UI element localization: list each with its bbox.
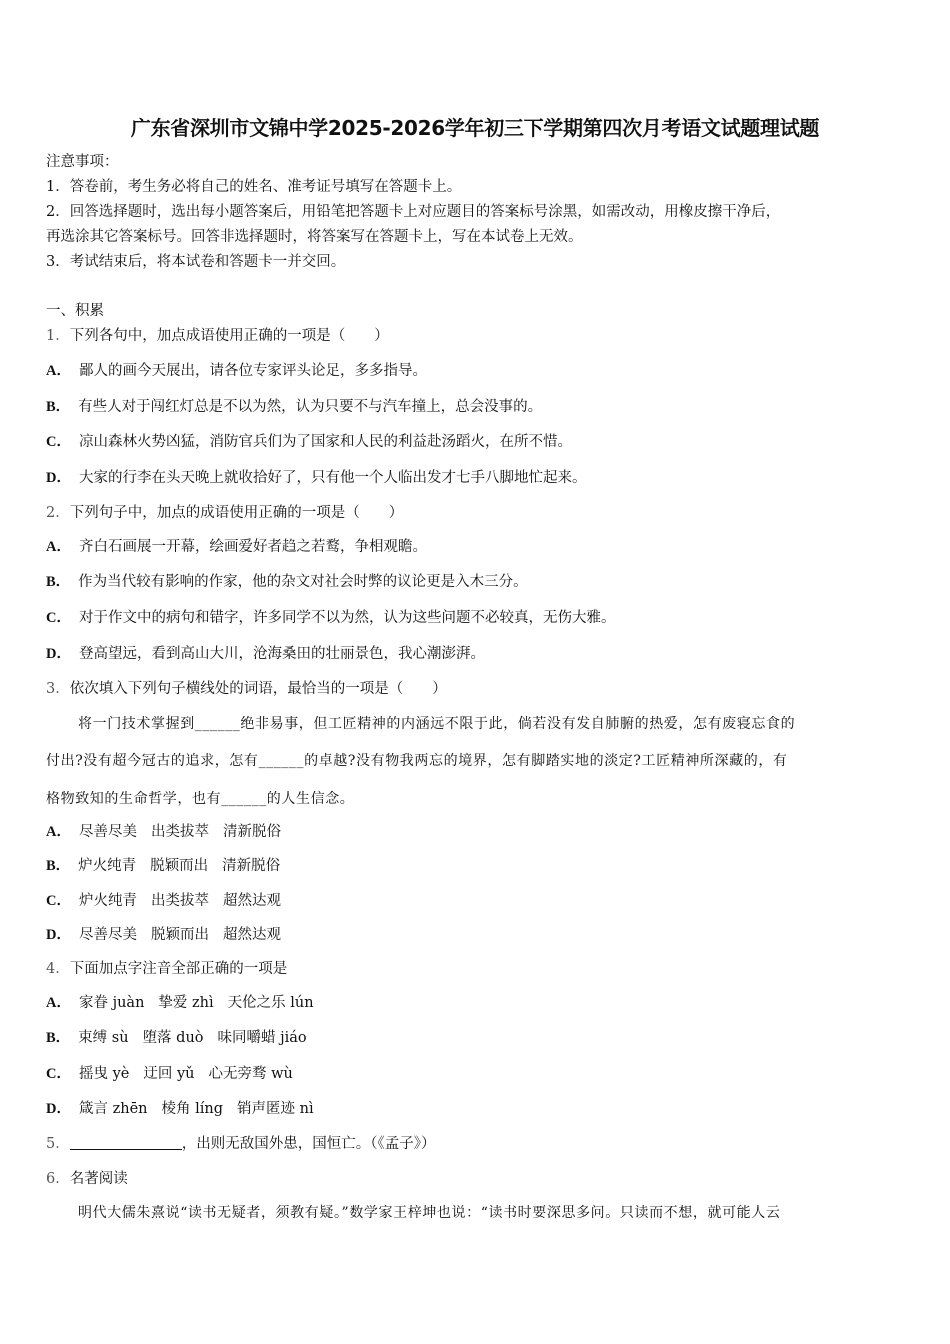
option-a xyxy=(46,822,906,842)
option-a xyxy=(46,361,906,381)
question-number: 2． xyxy=(46,505,70,521)
option-text: 齐白石画展一开幕，绘画爱好者趋之若鹜，争相观瞻。 xyxy=(78,539,427,555)
option-text: 登高望远，看到高山大川，沧海桑田的壮丽景色，我心潮澎湃。 xyxy=(78,646,485,662)
option-text: 凉山森林火势凶猛，消防官兵们为了国家和人民的利益赴汤蹈火，在所不惜。 xyxy=(78,434,572,450)
option-word: 束缚 sù xyxy=(78,1030,129,1046)
question-1 xyxy=(46,326,906,346)
question-2 xyxy=(46,503,906,523)
option-b xyxy=(46,397,906,417)
option-text: 大家的行李在头天晚上就收拾好了，只有他一个人临出发才七手八脚地忙起来。 xyxy=(78,470,587,486)
question-number: 1． xyxy=(46,328,70,344)
option-word: 堕落 duò xyxy=(142,1030,204,1046)
option-word: 清新脱俗 xyxy=(222,858,281,874)
option-word: 挚爱 zhì xyxy=(158,995,214,1011)
notice-item: 2．回答选择题时，选出每小题答案后，用铅笔把答题卡上对应题目的答案标号涂黑，如需改动，用橡皮擦干净后， xyxy=(46,204,781,220)
option-letter: C． xyxy=(46,610,71,626)
option-letter: A． xyxy=(46,539,71,555)
option-c xyxy=(46,891,906,911)
question-number: 5． xyxy=(46,1136,70,1152)
option-word: 棱角 líng xyxy=(161,1101,224,1117)
question-stem: 名著阅读 xyxy=(69,1171,128,1187)
option-word: 超然达观 xyxy=(222,893,281,909)
question-number: 6． xyxy=(46,1171,70,1187)
option-text: 有些人对于闯红灯总是不以为然，认为只要不与汽车撞上，总会没事的。 xyxy=(78,399,543,415)
option-letter: A． xyxy=(46,363,71,379)
question-text: ，出则无敌国外患，国恒亡。（《孟子》） xyxy=(181,1136,436,1152)
question-number: 3． xyxy=(46,681,70,697)
question-3 xyxy=(46,679,906,699)
passage-line: 将一门技术掌握到______绝非易事，但工匠精神的内涵远不限于此，倘若没有发自肺腑的热爱，怎有废寝忘食的 xyxy=(78,716,796,732)
option-b xyxy=(46,1028,906,1048)
option-text: 对于作文中的病句和错字，许多同学不以为然，认为这些问题不必较真，无伤大雅。 xyxy=(78,610,616,626)
question-4 xyxy=(46,959,906,979)
notice-heading: 注意事项： xyxy=(46,154,119,170)
option-letter: C． xyxy=(46,1066,71,1082)
option-letter: A． xyxy=(46,824,71,840)
page-title: 广东省深圳市文锦中学2025-2026学年初三下学期第四次月考语文试题理试题 xyxy=(130,116,820,140)
notice-item: 3．考试结束后，将本试卷和答题卡一并交回。 xyxy=(46,254,346,270)
question-stem: 依次填入下列句子横线处的词语，最恰当的一项是（ ） xyxy=(69,681,447,697)
option-word: 心无旁骛 wù xyxy=(208,1066,293,1082)
option-b xyxy=(46,572,906,592)
option-word: 脱颖而出 xyxy=(150,927,209,943)
question-6 xyxy=(46,1169,906,1189)
option-word: 出类拔萃 xyxy=(150,893,209,909)
option-word: 尽善尽美 xyxy=(78,927,137,943)
option-a xyxy=(46,993,906,1013)
option-d xyxy=(46,925,906,945)
option-word: 家眷 juàn xyxy=(78,995,145,1011)
question-5 xyxy=(46,1134,906,1154)
option-letter: D． xyxy=(46,1101,71,1117)
question-stem: 下面加点字注音全部正确的一项是 xyxy=(69,961,288,977)
option-b xyxy=(46,856,906,876)
option-text: 作为当代较有影响的作家，他的杂文对社会时弊的议论更是入木三分。 xyxy=(78,574,528,590)
option-letter: B． xyxy=(46,1030,71,1046)
option-c xyxy=(46,608,906,628)
option-c xyxy=(46,1064,906,1084)
option-word: 炉火纯青 xyxy=(78,858,137,874)
option-word: 出类拔萃 xyxy=(150,824,209,840)
option-letter: D． xyxy=(46,470,71,486)
option-letter: B． xyxy=(46,399,71,415)
notice-item: 1．答卷前，考生务必将自己的姓名、准考证号填写在答题卡上。 xyxy=(46,179,462,195)
option-word: 箴言 zhēn xyxy=(78,1101,148,1117)
option-word: 天伦之乐 lún xyxy=(227,995,314,1011)
option-a xyxy=(46,537,906,557)
option-word: 清新脱俗 xyxy=(222,824,281,840)
option-word: 味同嚼蜡 jiáo xyxy=(217,1030,307,1046)
question-stem: 下列句子中，加点的成语使用正确的一项是（ ） xyxy=(69,505,404,521)
notice-item: 再选涂其它答案标号。回答非选择题时，将答案写在答题卡上，写在本试卷上无效。 xyxy=(46,229,583,245)
option-word: 脱颖而出 xyxy=(150,858,209,874)
option-letter: C． xyxy=(46,434,71,450)
passage-line: 付出?没有超今冠古的追求，怎有______的卓越?没有物我两忘的境界，怎有脚踏实地的淡定?工匠精神所深藏的，有 xyxy=(46,753,788,769)
option-word: 销声匿迹 nì xyxy=(237,1101,314,1117)
option-word: 摇曳 yè xyxy=(78,1066,130,1082)
section-heading: 一、积累 xyxy=(46,303,104,319)
answer-blank xyxy=(70,1134,182,1150)
passage-line: 格物致知的生命哲学，也有______的人生信念。 xyxy=(46,791,355,807)
question-number: 4． xyxy=(46,961,70,977)
option-letter: D． xyxy=(46,927,71,943)
option-d xyxy=(46,1099,906,1119)
option-letter: C． xyxy=(46,893,71,909)
option-text: 鄙人的画今天展出，请各位专家评头论足，多多指导。 xyxy=(78,363,427,379)
question-stem: 下列各句中，加点成语使用正确的一项是（ ） xyxy=(69,328,389,344)
option-d xyxy=(46,468,906,488)
passage-line: 明代大儒朱熹说“读书无疑者，须教有疑。”数学家王梓坤也说：“读书时要深思多问。只读而不想，就可能人云 xyxy=(78,1205,781,1221)
option-d xyxy=(46,644,906,664)
option-letter: B． xyxy=(46,574,71,590)
option-word: 迂回 yǔ xyxy=(143,1066,195,1082)
option-c xyxy=(46,432,906,452)
option-letter: B． xyxy=(46,858,71,874)
option-word: 尽善尽美 xyxy=(78,824,137,840)
option-letter: D． xyxy=(46,646,71,662)
option-letter: A． xyxy=(46,995,71,1011)
option-word: 超然达观 xyxy=(222,927,281,943)
option-word: 炉火纯青 xyxy=(78,893,137,909)
